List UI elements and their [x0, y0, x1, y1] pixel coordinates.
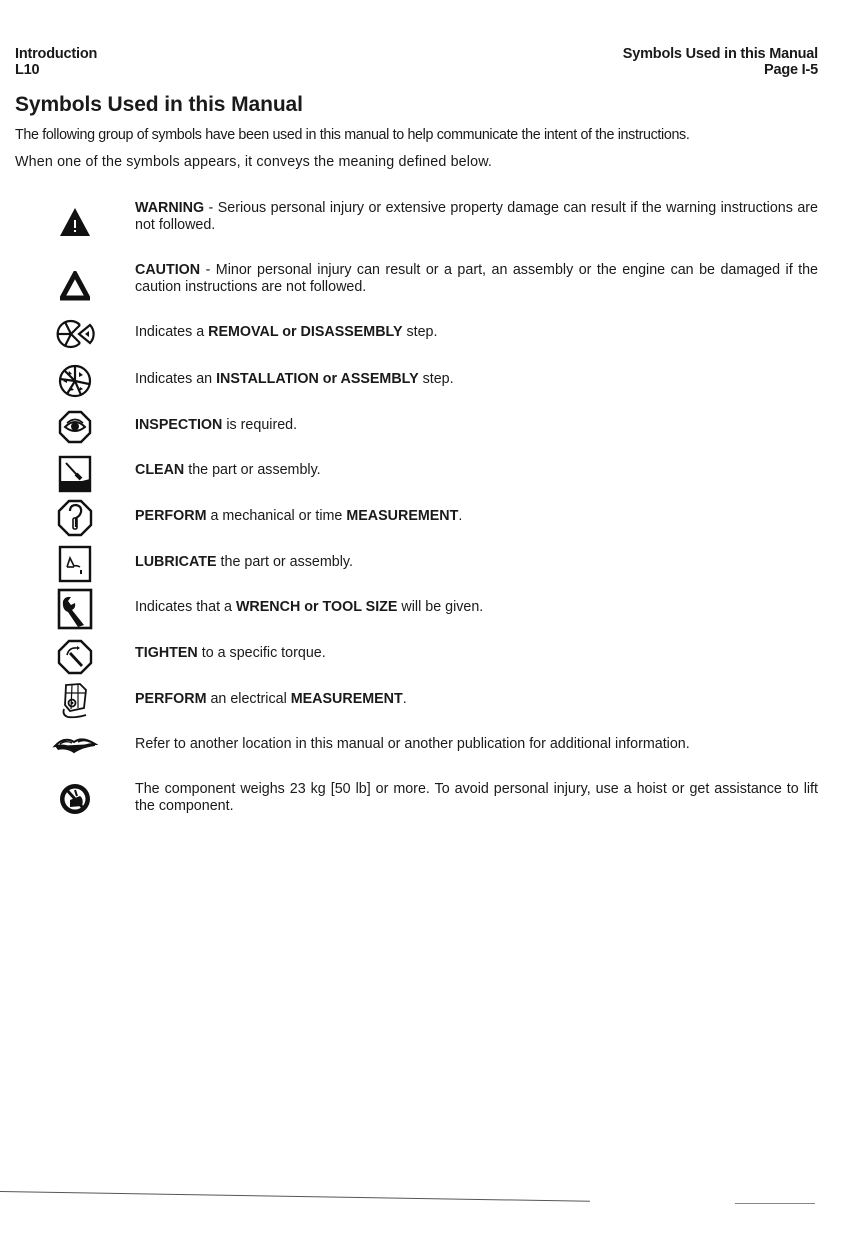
body-text: a mechanical or time	[206, 508, 347, 524]
body-text: is required.	[222, 417, 298, 433]
symbol-description	[135, 417, 818, 434]
wrench-tool-size-icon	[55, 589, 95, 629]
symbol-description	[135, 736, 818, 753]
body-text: Refer to another location in this manual or another publication for additional information.	[135, 736, 690, 752]
symbol-description	[135, 371, 818, 388]
body-text: the part or assembly.	[184, 462, 321, 478]
installation-assembly-icon	[55, 361, 95, 401]
symbol-description	[135, 508, 818, 525]
emphasis-text: MEASUREMENT	[290, 691, 403, 707]
body-text: .	[402, 691, 407, 707]
body-text: .	[458, 508, 463, 524]
emphasis-text: WARNING	[135, 200, 205, 216]
body-text: Indicates a	[135, 324, 209, 340]
body-text: step.	[418, 371, 454, 387]
emphasis-text: PERFORM	[135, 508, 207, 524]
torque-wrench-icon	[55, 637, 95, 677]
body-text: Indicates an	[135, 371, 217, 387]
inspection-eye-icon	[55, 407, 95, 447]
emphasis-text: CAUTION	[135, 262, 201, 278]
symbol-description	[135, 554, 818, 571]
body-text: The component weighs 23 kg [50 lb] or more. To avoid personal injury, use a hoist or get assistance to lift the component.	[135, 781, 818, 814]
model-code: L10	[15, 62, 40, 78]
emphasis-text: CLEAN	[135, 462, 185, 478]
intro-line-1: The following group of symbols have been used in this manual to help communicate the intent of the instructions.	[15, 127, 690, 143]
emphasis-text: INSTALLATION or ASSEMBLY	[216, 371, 419, 387]
symbol-description	[135, 599, 818, 616]
emphasis-text: MEASUREMENT	[346, 508, 459, 524]
emphasis-text: REMOVAL or DISASSEMBLY	[208, 324, 403, 340]
body-text: to a specific torque.	[197, 645, 326, 661]
body-text: an electrical	[206, 691, 291, 707]
symbol-description	[135, 262, 818, 296]
section-name: Introduction	[15, 46, 98, 62]
intro-line-2: When one of the symbols appears, it conveys the meaning defined below.	[15, 154, 493, 170]
running-header-left	[15, 46, 97, 78]
bottom-rule-left	[0, 1191, 590, 1202]
body-text: - Minor personal injury can result or a part, an assembly or the engine can be damaged if the caution instructions are not followed.	[135, 262, 818, 295]
symbol-description	[135, 691, 818, 708]
warning-filled-triangle-icon	[55, 202, 95, 242]
emphasis-text: WRENCH or TOOL SIZE	[235, 599, 398, 615]
body-text: will be given.	[397, 599, 484, 615]
body-text: the part or assembly.	[216, 554, 353, 570]
emphasis-text: LUBRICATE	[135, 554, 217, 570]
clean-brush-icon	[55, 454, 95, 494]
page-title: Symbols Used in this Manual	[15, 93, 303, 116]
topic-name: Symbols Used in this Manual	[622, 46, 818, 62]
symbol-description	[135, 324, 818, 341]
emphasis-text: TIGHTEN	[135, 645, 198, 661]
emphasis-text: INSPECTION	[135, 417, 223, 433]
body-text: - Serious personal injury or extensive property damage can result if the warning instructions are not followed.	[135, 200, 818, 233]
removal-disassembly-icon	[55, 314, 95, 354]
bottom-rule-right	[735, 1203, 815, 1204]
body-text: step.	[402, 324, 438, 340]
symbol-description	[135, 200, 818, 234]
electrical-multimeter-icon	[55, 681, 95, 721]
body-text: Indicates that a	[135, 599, 236, 615]
heavy-lift-hoist-icon	[55, 779, 95, 819]
symbol-description	[135, 462, 818, 479]
mechanical-measurement-icon	[55, 498, 95, 538]
caution-outline-triangle-icon	[55, 266, 95, 306]
lubricate-oilcan-icon	[55, 544, 95, 584]
page-number: Page I-5	[763, 62, 818, 78]
running-header-right	[623, 46, 818, 78]
reference-book-icon	[52, 724, 98, 764]
symbol-description	[135, 781, 818, 815]
symbol-description	[135, 645, 818, 662]
emphasis-text: PERFORM	[135, 691, 207, 707]
